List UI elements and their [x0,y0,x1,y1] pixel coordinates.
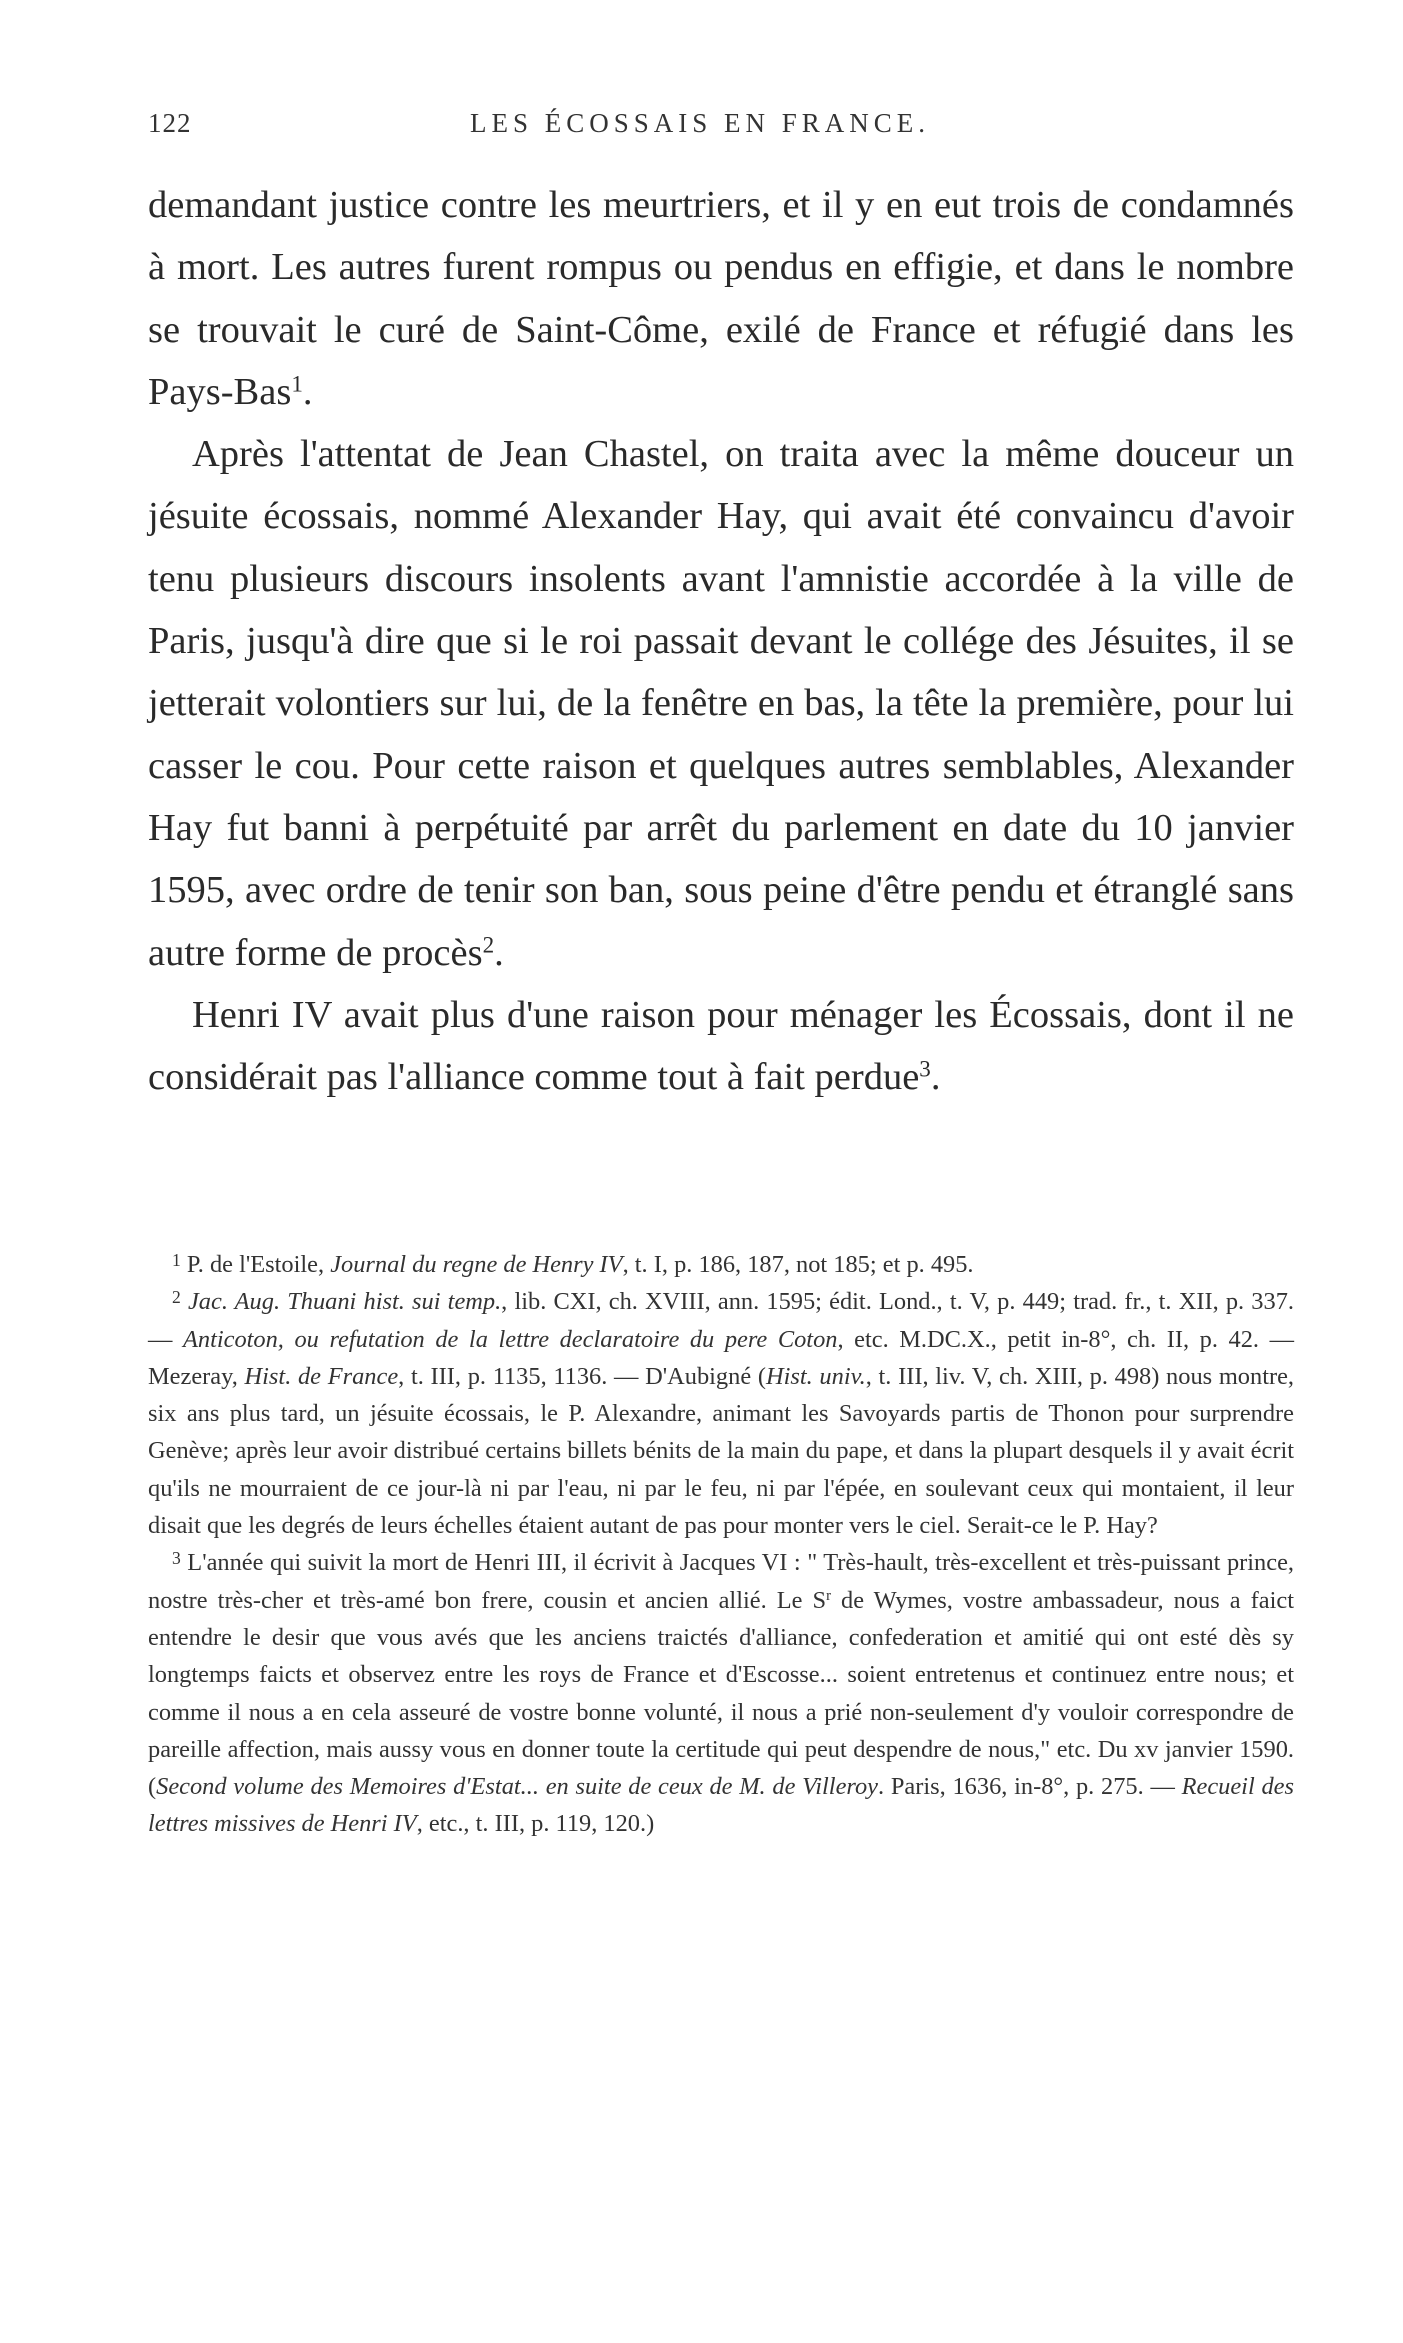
paragraph-2 [148,423,1294,984]
footnote-3 [148,1544,1294,1842]
footnote-1-title: Journal du regne de Henry IV [330,1251,623,1278]
footnote-2-text-4: , t. III, liv. V, ch. XIII, p. 498) nous montre, six ans plus tard, un jésuite écossais, le P. Alexandre, animant les Savoyards partis de Thonon pour surprendre Genève; après leur avoir distribué certains billets bénits de la main du pape, et dans la plupart desquels il y avait écrit qu'ils ne mourraient de ce jour-là ni par l'eau, ni par le feu, ni par l'épée, en soulevant ceux qui montaient, il leur disait que les degrés de leurs échelles étaient autant de pas pour monter vers le ciel. Serait-ce le P. Hay? [148,1362,1295,1540]
paragraph-2-end: . [494,931,504,974]
paragraph-1-text: demandant justice contre les meurtriers, et il y en eut trois de condamnés à mort. Les autres furent rompus ou pendus en effigie, et dans le nombre se trouvait le curé de Saint-Côme, exilé de France et réfugié dans les Pays-Bas [148,184,1294,413]
footnote-2 [148,1283,1294,1544]
main-text [148,174,1294,1108]
footnote-3-title-1: Second volume des Memoires d'Estat... en suite de ceux de M. de Villeroy [156,1773,879,1801]
footnote-3-title-2: Recueil des lettres missives de Henri IV [148,1773,1294,1838]
running-title: LES ÉCOSSAIS EN FRANCE. [470,108,931,138]
footnote-2-number: 2 [172,1287,181,1308]
footnote-1-number: 1 [172,1249,181,1270]
footnote-3-number: 3 [172,1548,181,1569]
paragraph-2-text: Après l'attentat de Jean Chastel, on traita avec la même douceur un jésuite écossais, nommé Alexander Hay, qui avait été convaincu d'avoir tenu plusieurs discours insolents avant l'amnistie accordée à la ville de Paris, jusqu'à dire que si le roi passait devant le collége des Jésuites, il se jetterait volontiers sur lui, de la fenêtre en bas, la tête la première, pour lui casser le cou. Pour cette raison et quelques autres semblables, Alexander Hay fut banni à perpétuité par arrêt du parlement en date du 10 janvier 1595, avec ordre de tenir son ban, sous peine d'être pendu et étranglé sans autre forme de procès [148,433,1294,974]
footnote-2-title-4: Hist. univ. [765,1362,866,1390]
footnote-ref-1: 1 [291,370,303,397]
footnote-2-text-2: , etc. M.DC.X., petit in-8°, ch. II, p. 42. — Mezeray, [148,1325,1294,1390]
footnote-1-text: P. de l'Estoile, [186,1251,331,1278]
footnote-2-title-1: Jac. Aug. Thuani hist. sui temp. [187,1288,502,1316]
page-number: 122 [148,108,192,138]
footnote-2-title-2: Anticoton, ou refutation de la lettre declaratoire du pere Coton [182,1325,838,1353]
footnote-2-text-1: , lib. CXI, ch. XVIII, ann. 1595; édit. Lond., t. V, p. 449; trad. fr., t. XII, p. 337. — [148,1288,1294,1353]
book-page [148,108,1295,1838]
footnote-1 [148,1246,1294,1283]
paragraph-1 [148,174,1294,423]
paragraph-3-end: . [930,1056,941,1099]
footnote-3-superscript: r [826,1587,831,1604]
paragraph-1-end: . [302,370,313,413]
page-header [148,108,1294,152]
footnote-ref-2: 2 [482,930,495,957]
footnote-ref-3: 3 [919,1055,931,1082]
footnote-3-text-1: L'année qui suivit la mort de Henri III, il écrivit à Jacques VI : " Très-hault, très-excellent et très-puissant prince, nostre très-cher et très-amé bon frere, cousin et ancien allié. Le S [148,1549,1294,1614]
paragraph-3-text: Henri IV avait plus d'une raison pour ménager les Écossais, dont il ne considérait pas l'alliance comme tout à fait perdue [148,993,1294,1099]
footnote-1-ref: , t. I, p. 186, 187, not 185; et p. 495. [622,1251,974,1278]
paragraph-3 [148,984,1294,1109]
footnote-2-title-3: Hist. de France [244,1362,399,1390]
footnote-2-text-3: , t. III, p. 1135, 1136. — D'Aubigné ( [398,1362,766,1390]
footnote-3-text-2: de Wymes, vostre ambassadeur, nous a faict entendre le desir que vous avés que les anciens traictés d'alliance, confederation et amitié qui ont esté dès sy longtemps faicts et observez entre les roys de France et d'Escosse... soient entretenus et continuez entre nous; et comme il nous a en cela asseuré de vostre bonne volunté, il nous a prié non-seulement d'y vouloir correspondre de pareille affection, mais aussy vous en donner toute la certitude qui peut despendre de nous," etc. Du xv janvier 1590. ( [148,1586,1294,1801]
footnote-3-text-3: . Paris, 1636, in-8°, p. 275. — [878,1773,1182,1801]
footnotes [148,1246,1294,1843]
footnote-3-text-4: , etc., t. III, p. 119, 120.) [416,1810,655,1838]
